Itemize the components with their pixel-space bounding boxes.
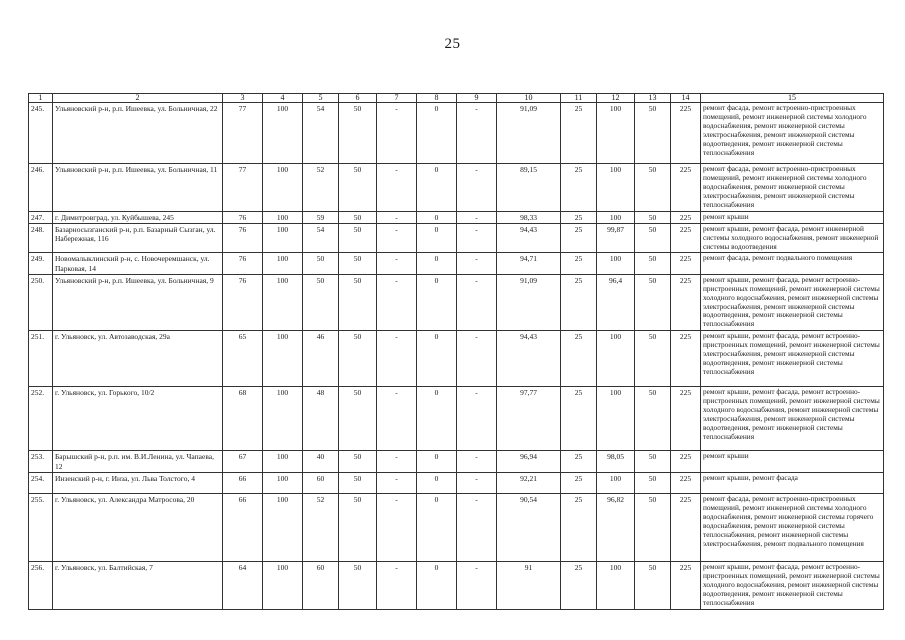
column-header: 12 <box>597 94 635 103</box>
value-cell: 0 <box>417 562 457 610</box>
row-number: 256. <box>29 562 53 610</box>
address-cell: Новомалыклинский р-н, с. Новочеремшанск, ул. Парковая, 14 <box>53 253 223 274</box>
value-cell: 0 <box>417 473 457 494</box>
table-row <box>29 562 884 610</box>
value-cell: 100 <box>263 103 303 164</box>
value-cell: 50 <box>635 473 671 494</box>
address-cell: г. Ульяновск, ул. Автозаводская, 29а <box>53 331 223 387</box>
column-header: 2 <box>53 94 223 103</box>
value-cell: 52 <box>303 494 339 562</box>
works-cell: ремонт крыши, ремонт фасада, ремонт инженерной системы холодного водоснабжения, ремонт инженерной системы водоотведения <box>701 223 884 253</box>
value-cell: - <box>377 331 417 387</box>
page-number: 25 <box>444 36 461 52</box>
row-number: 253. <box>29 451 53 473</box>
value-cell: 90,54 <box>497 494 561 562</box>
value-cell: 50 <box>635 494 671 562</box>
value-cell: 89,15 <box>497 164 561 212</box>
column-header: 5 <box>303 94 339 103</box>
value-cell: 50 <box>339 164 377 212</box>
value-cell: 100 <box>597 562 635 610</box>
table-row <box>29 103 884 164</box>
value-cell: 67 <box>223 451 263 473</box>
works-cell: ремонт крыши <box>701 211 884 223</box>
value-cell: 54 <box>303 223 339 253</box>
registry-table <box>28 93 884 610</box>
value-cell: - <box>457 331 497 387</box>
works-cell: ремонт крыши, ремонт фасада <box>701 473 884 494</box>
value-cell: 0 <box>417 253 457 274</box>
value-cell: - <box>377 473 417 494</box>
value-cell: 66 <box>223 473 263 494</box>
value-cell: 100 <box>597 164 635 212</box>
value-cell: - <box>457 103 497 164</box>
works-cell: ремонт крыши <box>701 451 884 473</box>
address-cell: г. Ульяновск, ул. Балтийская, 7 <box>53 562 223 610</box>
column-header: 1 <box>29 94 53 103</box>
value-cell: 54 <box>303 103 339 164</box>
row-number: 254. <box>29 473 53 494</box>
value-cell: 0 <box>417 331 457 387</box>
value-cell: 100 <box>263 451 303 473</box>
value-cell: 76 <box>223 223 263 253</box>
value-cell: 25 <box>561 562 597 610</box>
value-cell: 225 <box>671 562 701 610</box>
table-row <box>29 473 884 494</box>
table-row <box>29 387 884 451</box>
value-cell: 50 <box>339 473 377 494</box>
value-cell: 100 <box>263 164 303 212</box>
value-cell: - <box>377 562 417 610</box>
value-cell: 100 <box>263 494 303 562</box>
value-cell: 25 <box>561 451 597 473</box>
table-row <box>29 494 884 562</box>
value-cell: 225 <box>671 164 701 212</box>
value-cell: 50 <box>339 451 377 473</box>
value-cell: 0 <box>417 494 457 562</box>
value-cell: 65 <box>223 331 263 387</box>
value-cell: - <box>457 562 497 610</box>
value-cell: 50 <box>635 103 671 164</box>
value-cell: 50 <box>339 253 377 274</box>
row-number: 248. <box>29 223 53 253</box>
value-cell: 52 <box>303 164 339 212</box>
value-cell: 25 <box>561 494 597 562</box>
value-cell: 225 <box>671 211 701 223</box>
value-cell: 100 <box>263 562 303 610</box>
value-cell: 46 <box>303 331 339 387</box>
value-cell: 100 <box>597 473 635 494</box>
value-cell: 225 <box>671 103 701 164</box>
value-cell: 50 <box>635 451 671 473</box>
value-cell: 96,82 <box>597 494 635 562</box>
value-cell: - <box>457 253 497 274</box>
value-cell: 0 <box>417 223 457 253</box>
table-row <box>29 253 884 274</box>
row-number: 251. <box>29 331 53 387</box>
value-cell: - <box>457 451 497 473</box>
value-cell: 225 <box>671 473 701 494</box>
value-cell: 50 <box>339 494 377 562</box>
row-number: 246. <box>29 164 53 212</box>
value-cell: 0 <box>417 451 457 473</box>
value-cell: - <box>457 211 497 223</box>
value-cell: 25 <box>561 387 597 451</box>
value-cell: 94,43 <box>497 331 561 387</box>
address-cell: г. Ульяновск, ул. Александра Матросова, 20 <box>53 494 223 562</box>
table-row <box>29 274 884 330</box>
address-cell: Ульяновский р-н, р.п. Ишеевка, ул. Больничная, 22 <box>53 103 223 164</box>
value-cell: 50 <box>339 387 377 451</box>
value-cell: 50 <box>339 211 377 223</box>
value-cell: 50 <box>635 164 671 212</box>
value-cell: 25 <box>561 164 597 212</box>
value-cell: - <box>377 223 417 253</box>
row-number: 250. <box>29 274 53 330</box>
value-cell: 94,71 <box>497 253 561 274</box>
value-cell: 77 <box>223 164 263 212</box>
value-cell: 60 <box>303 473 339 494</box>
value-cell: 76 <box>223 253 263 274</box>
value-cell: 100 <box>597 253 635 274</box>
column-header: 14 <box>671 94 701 103</box>
value-cell: 25 <box>561 274 597 330</box>
value-cell: 76 <box>223 274 263 330</box>
value-cell: 97,77 <box>497 387 561 451</box>
address-cell: Инзенский р-н, г. Инза, ул. Льва Толстого, 4 <box>53 473 223 494</box>
value-cell: 225 <box>671 387 701 451</box>
value-cell: 50 <box>635 562 671 610</box>
value-cell: 94,43 <box>497 223 561 253</box>
value-cell: 50 <box>339 562 377 610</box>
value-cell: 225 <box>671 331 701 387</box>
value-cell: 25 <box>561 103 597 164</box>
column-header: 8 <box>417 94 457 103</box>
value-cell: - <box>457 274 497 330</box>
value-cell: - <box>377 387 417 451</box>
value-cell: 0 <box>417 164 457 212</box>
value-cell: 50 <box>635 223 671 253</box>
value-cell: - <box>377 274 417 330</box>
table-row <box>29 164 884 212</box>
address-cell: Ульяновский р-н, р.п. Ишеевка, ул. Больничная, 9 <box>53 274 223 330</box>
value-cell: - <box>377 494 417 562</box>
value-cell: 25 <box>561 331 597 387</box>
value-cell: 96,4 <box>597 274 635 330</box>
value-cell: 25 <box>561 253 597 274</box>
value-cell: - <box>377 164 417 212</box>
value-cell: 99,87 <box>597 223 635 253</box>
address-cell: Барышский р-н, р.п. им. В.И.Ленина, ул. Чапаева, 12 <box>53 451 223 473</box>
value-cell: - <box>457 223 497 253</box>
value-cell: 100 <box>263 387 303 451</box>
value-cell: 50 <box>635 211 671 223</box>
value-cell: 66 <box>223 494 263 562</box>
value-cell: 225 <box>671 494 701 562</box>
table-body <box>29 103 884 610</box>
column-header: 7 <box>377 94 417 103</box>
value-cell: 100 <box>597 331 635 387</box>
value-cell: 100 <box>263 331 303 387</box>
value-cell: 0 <box>417 211 457 223</box>
works-cell: ремонт крыши, ремонт фасада, ремонт встроенно-пристроенных помещений, ремонт инженерной системы холодного водоснабжения, ремонт инженерной системы электроснабжения, ремонт инженерной системы водоотведения, ремонт инженерной системы теплоснабжения <box>701 274 884 330</box>
value-cell: - <box>377 451 417 473</box>
value-cell: 100 <box>263 253 303 274</box>
value-cell: 50 <box>635 274 671 330</box>
value-cell: - <box>377 253 417 274</box>
value-cell: - <box>457 473 497 494</box>
works-cell: ремонт крыши, ремонт фасада, ремонт встроенно-пристроенных помещений, ремонт инженерной системы холодного водоснабжения, ремонт инженерной системы электроснабжения, ремонт инженерной системы водоотведения, ремонт инженерной системы теплоснабжения <box>701 387 884 451</box>
table-row <box>29 331 884 387</box>
value-cell: 50 <box>339 331 377 387</box>
value-cell: 96,94 <box>497 451 561 473</box>
value-cell: 0 <box>417 103 457 164</box>
value-cell: 98,05 <box>597 451 635 473</box>
works-cell: ремонт фасада, ремонт встроенно-пристроенных помещений, ремонт инженерной системы холодного водоснабжения, ремонт инженерной системы горячего водоснабжения, ремонт инженерной системы теплоснабжения, ремонт инженерной системы электроснабжения, ремонт подвального помещения <box>701 494 884 562</box>
table-row <box>29 223 884 253</box>
column-header: 3 <box>223 94 263 103</box>
value-cell: 225 <box>671 451 701 473</box>
address-cell: Базарносызганский р-н, р.п. Базарный Сызган, ул. Набережная, 116 <box>53 223 223 253</box>
value-cell: 59 <box>303 211 339 223</box>
value-cell: 50 <box>339 103 377 164</box>
value-cell: 48 <box>303 387 339 451</box>
row-number: 249. <box>29 253 53 274</box>
value-cell: 50 <box>303 253 339 274</box>
works-cell: ремонт фасада, ремонт встроенно-пристроенных помещений, ремонт инженерной системы холодного водоснабжения, ремонт инженерной системы электроснабжения, ремонт инженерной системы водоотведения, ремонт инженерной системы теплоснабжения <box>701 103 884 164</box>
value-cell: 98,33 <box>497 211 561 223</box>
value-cell: 64 <box>223 562 263 610</box>
column-header: 4 <box>263 94 303 103</box>
works-cell: ремонт крыши, ремонт фасада, ремонт встроенно-пристроенных помещений, ремонт инженерной системы электроснабжения, ремонт инженерной системы водоотведения, ремонт инженерной системы теплоснабжения <box>701 331 884 387</box>
value-cell: 0 <box>417 274 457 330</box>
value-cell: 40 <box>303 451 339 473</box>
column-header: 6 <box>339 94 377 103</box>
value-cell: 225 <box>671 253 701 274</box>
value-cell: 76 <box>223 211 263 223</box>
table-row <box>29 211 884 223</box>
value-cell: - <box>377 211 417 223</box>
value-cell: 100 <box>263 211 303 223</box>
value-cell: 91 <box>497 562 561 610</box>
column-header: 13 <box>635 94 671 103</box>
column-header: 9 <box>457 94 497 103</box>
table-row <box>29 451 884 473</box>
value-cell: - <box>457 387 497 451</box>
value-cell: 77 <box>223 103 263 164</box>
value-cell: 91,09 <box>497 274 561 330</box>
value-cell: 25 <box>561 223 597 253</box>
value-cell: 100 <box>597 103 635 164</box>
value-cell: 225 <box>671 223 701 253</box>
value-cell: - <box>377 103 417 164</box>
value-cell: 50 <box>635 387 671 451</box>
value-cell: 100 <box>263 473 303 494</box>
value-cell: 50 <box>339 274 377 330</box>
works-cell: ремонт крыши, ремонт фасада, ремонт встроенно-пристроенных помещений, ремонт инженерной системы холодного водоснабжения, ремонт инженерной системы водоотведения, ремонт инженерной системы теплоснабжения <box>701 562 884 610</box>
value-cell: 50 <box>303 274 339 330</box>
header-row <box>29 94 884 103</box>
works-cell: ремонт фасада, ремонт подвального помещения <box>701 253 884 274</box>
value-cell: 50 <box>635 331 671 387</box>
value-cell: - <box>457 494 497 562</box>
value-cell: 100 <box>263 223 303 253</box>
row-number: 245. <box>29 103 53 164</box>
address-cell: Ульяновский р-н, р.п. Ишеевка, ул. Больничная, 11 <box>53 164 223 212</box>
value-cell: 0 <box>417 387 457 451</box>
value-cell: 100 <box>597 387 635 451</box>
value-cell: 91,09 <box>497 103 561 164</box>
value-cell: 25 <box>561 473 597 494</box>
value-cell: 92,21 <box>497 473 561 494</box>
value-cell: 100 <box>263 274 303 330</box>
value-cell: 25 <box>561 211 597 223</box>
value-cell: 225 <box>671 274 701 330</box>
column-header: 15 <box>701 94 884 103</box>
address-cell: г. Димитровград, ул. Куйбышева, 245 <box>53 211 223 223</box>
value-cell: 50 <box>635 253 671 274</box>
column-header: 10 <box>497 94 561 103</box>
value-cell: - <box>457 164 497 212</box>
works-cell: ремонт фасада, ремонт встроенно-пристроенных помещений, ремонт инженерной системы холодного водоснабжения, ремонт инженерной системы электроснабжения, ремонт инженерной системы теплоснабжения <box>701 164 884 212</box>
value-cell: 100 <box>597 211 635 223</box>
row-number: 255. <box>29 494 53 562</box>
address-cell: г. Ульяновск, ул. Горького, 10/2 <box>53 387 223 451</box>
value-cell: 68 <box>223 387 263 451</box>
value-cell: 60 <box>303 562 339 610</box>
row-number: 252. <box>29 387 53 451</box>
column-header: 11 <box>561 94 597 103</box>
value-cell: 50 <box>339 223 377 253</box>
row-number: 247. <box>29 211 53 223</box>
